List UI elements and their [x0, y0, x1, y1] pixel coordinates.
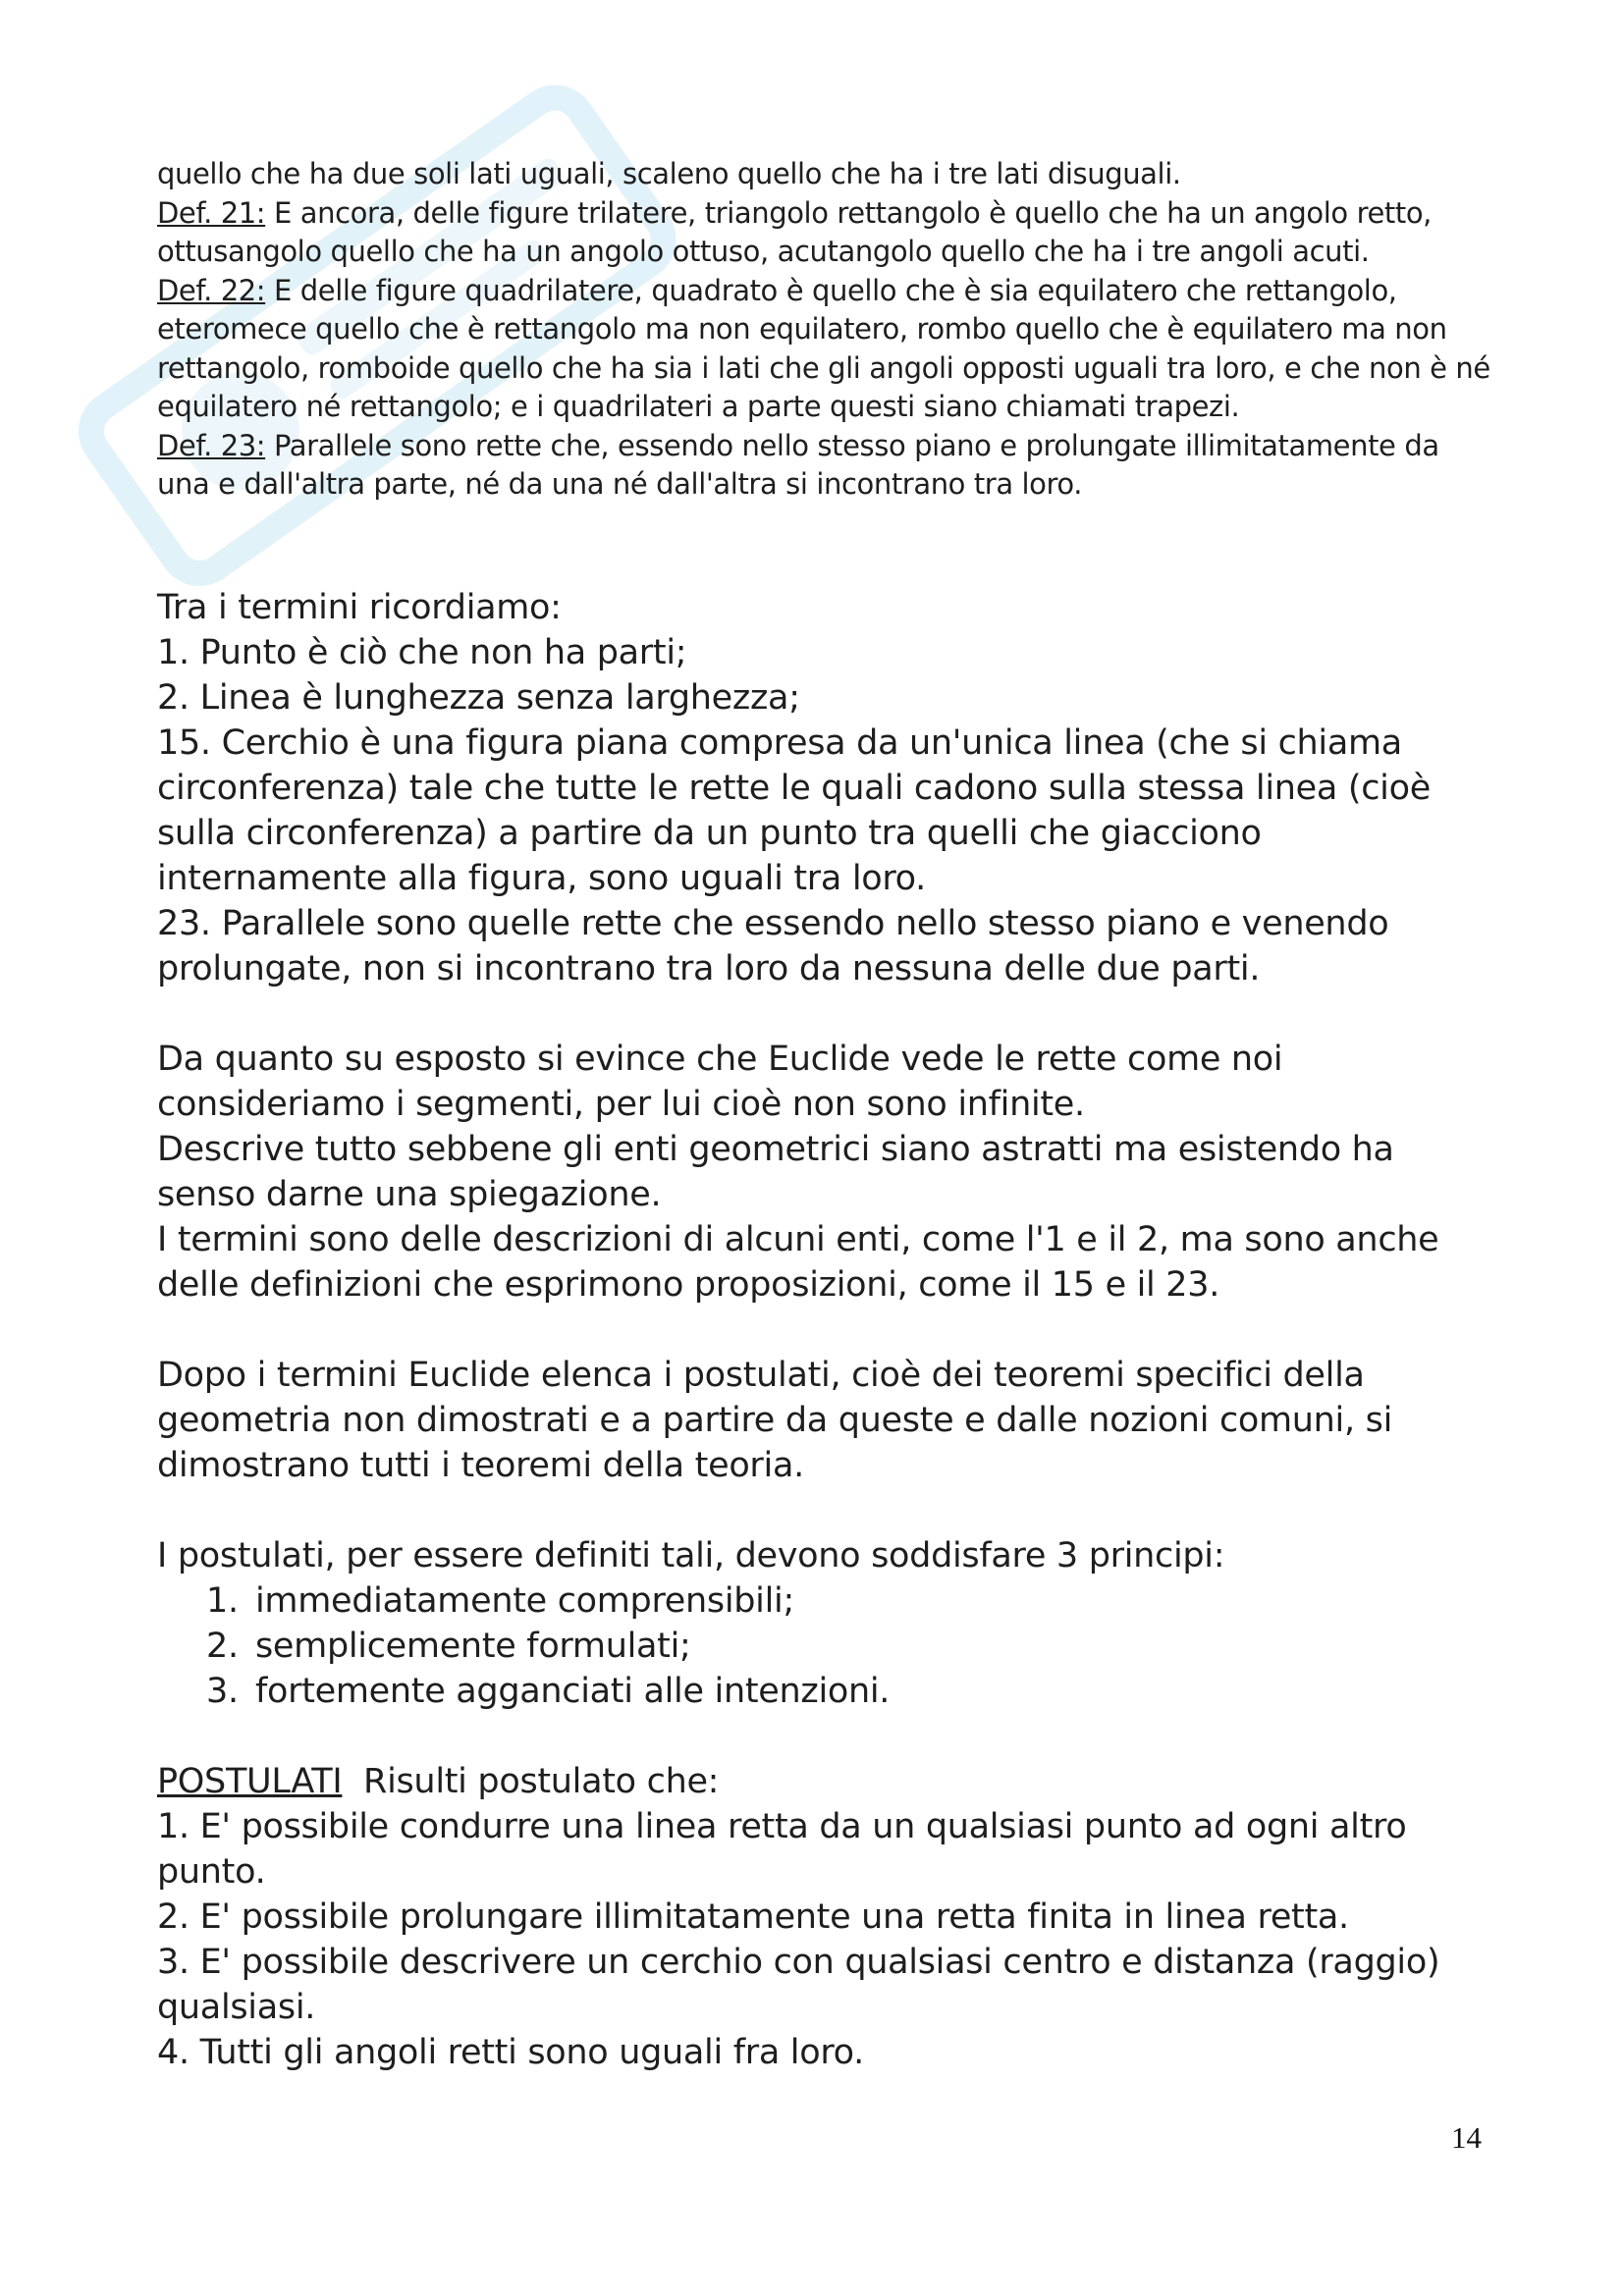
term-item: 2. Linea è lunghezza senza larghezza; [157, 678, 800, 718]
term-item: 1. Punto è ciò che non ha parti; [157, 633, 687, 672]
definition-text: E ancora, delle figure trilatere, triangolo rettangolo è quello che ha un angolo retto, ottusangolo quello che ha un angolo ottuso, acutangolo quello che ha i tre angoli acuti. [157, 195, 1433, 268]
principles-list [157, 1578, 1492, 1714]
postulate-item: 3. E' possibile descrivere un cerchio con qualsiasi centro e distanza (raggio) qualsiasi. [157, 1943, 1440, 2027]
definition-23 [157, 427, 1492, 505]
postulates-heading: POSTULATI [157, 1762, 343, 1801]
commentary-paragraph: I termini sono delle descrizioni di alcuni enti, come l'1 e il 2, ma sono anche delle definizioni che esprimono proposizioni, come il 15 e il 23. [157, 1220, 1439, 1305]
definitions-section [157, 155, 1492, 505]
page-number: 14 [1451, 2120, 1482, 2155]
main-text [157, 585, 1492, 2075]
postulate-item: 4. Tutti gli angoli retti sono uguali fra loro. [157, 2033, 864, 2072]
spacer [157, 1488, 1492, 1533]
spacer [157, 1714, 1492, 1759]
postulates-lead: Risulti postulato che: [342, 1762, 720, 1801]
list-text: fortemente agganciati alle intenzioni. [255, 1672, 891, 1711]
definition-label: Def. 22: [157, 273, 266, 307]
commentary-paragraph: Da quanto su esposto si evince che Euclide vede le rette come noi consideriamo i segmenti, per lui cioè non sono infinite. [157, 1040, 1283, 1124]
list-item [157, 1624, 1492, 1669]
definition-text: E delle figure quadrilatere, quadrato è quello che è sia equilatero che rettangolo, eteromece quello che è rettangolo ma non equilatero, rombo quello che è equilatero ma non rettangolo, romboide quello che ha sia i lati che gli angoli opposti uguali tra loro, e che non è né equilatero né rettangolo; e i quadrilateri a parte questi siano chiamati trapezi. [157, 273, 1490, 423]
definition-22 [157, 272, 1492, 427]
list-number: 2. [206, 1627, 239, 1666]
definition-label: Def. 23: [157, 428, 266, 462]
definition-label: Def. 21: [157, 195, 266, 230]
postulates-heading-line [157, 1759, 1492, 1804]
definition-text: Parallele sono rette che, essendo nello stesso piano e prolungate illimitatamente da una e dall'altra parte, né da una né dall'altra si incontrano tra loro. [157, 428, 1439, 501]
list-number: 1. [206, 1581, 239, 1621]
spacer [157, 1308, 1492, 1353]
definition-continuation [157, 155, 1492, 194]
terms-intro: Tra i termini ricordiamo: [157, 588, 562, 627]
list-text: semplicemente formulati; [255, 1627, 691, 1666]
list-item [157, 1578, 1492, 1624]
term-item: 23. Parallele sono quelle rette che essendo nello stesso piano e venendo prolungate, non si incontrano tra loro da nessuna delle due parti. [157, 904, 1389, 988]
list-item [157, 1669, 1492, 1714]
list-number: 3. [206, 1672, 239, 1711]
commentary-paragraph: Descrive tutto sebbene gli enti geometrici siano astratti ma esistendo ha senso darne una spiegazione. [157, 1130, 1394, 1214]
postulates-intro: Dopo i termini Euclide elenca i postulati, cioè dei teoremi specifici della geometria non dimostrati e a partire da queste e dalle nozioni comuni, si dimostrano tutti i teoremi della teoria. [157, 1356, 1392, 1485]
definition-text: quello che ha due soli lati uguali, scaleno quello che ha i tre lati disuguali. [157, 157, 1181, 190]
list-text: immediatamente comprensibili; [255, 1581, 794, 1621]
postulate-item: 2. E' possibile prolungare illimitatamente una retta finita in linea retta. [157, 1897, 1349, 1937]
term-item: 15. Cerchio è una figura piana compresa da un'unica linea (che si chiama circonferenza) tale che tutte le rette le quali cadono sulla stessa linea (cioè sulla circonferenza) a partire da un punto tra quelli che giacciono internamente alla figura, sono uguali tra loro. [157, 723, 1431, 898]
postulate-item: 1. E' possibile condurre una linea retta da un qualsiasi punto ad ogni altro punto. [157, 1807, 1407, 1892]
principles-intro: I postulati, per essere definiti tali, devono soddisfare 3 principi: [157, 1536, 1225, 1575]
spacer [157, 991, 1492, 1037]
definition-21 [157, 194, 1492, 272]
